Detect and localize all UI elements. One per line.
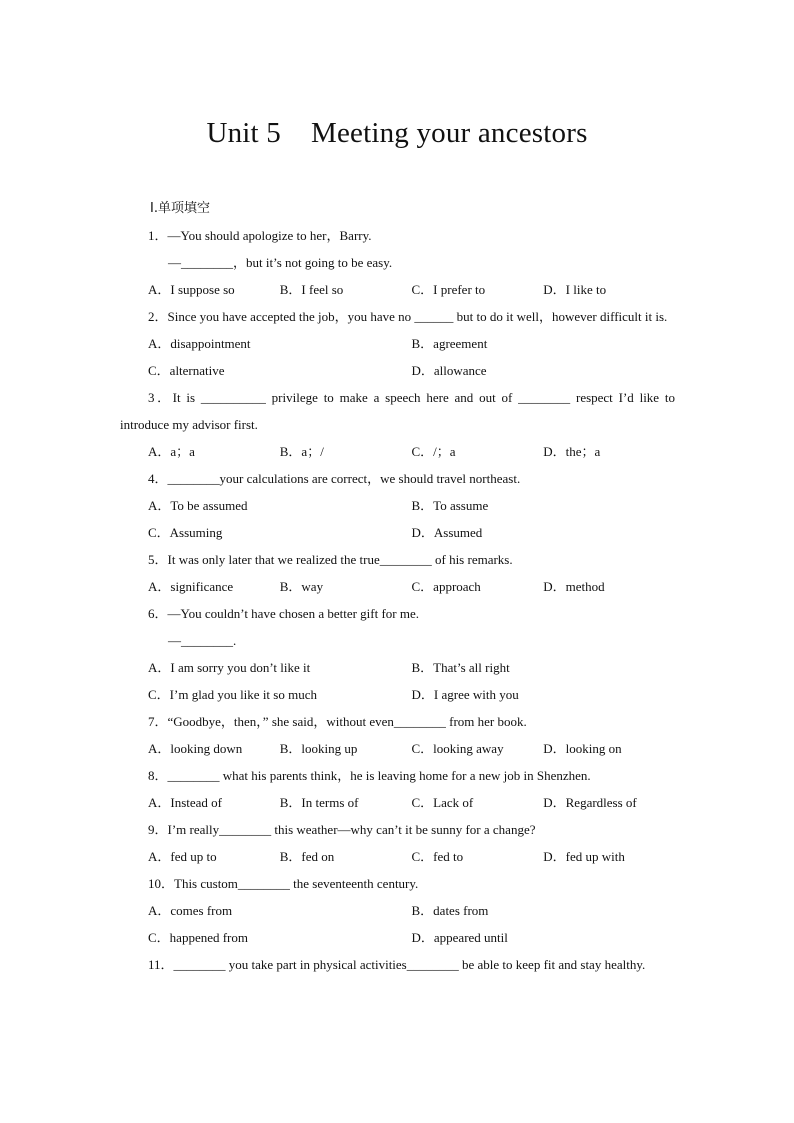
option-row — [120, 438, 675, 465]
option: C．Lack of — [411, 795, 474, 810]
option: A．comes from — [148, 903, 233, 918]
option: A．To be assumed — [148, 498, 248, 513]
question-stem: 10．This custom________ the seventeenth century. — [148, 876, 419, 891]
question-stem: 7．“Goodbye，then，” she said，without even________ from her book. — [148, 714, 527, 729]
option-row — [120, 357, 675, 384]
option-row — [120, 897, 675, 924]
option-row — [120, 789, 675, 816]
option-row — [120, 519, 675, 546]
option: C．alternative — [148, 363, 225, 378]
option: B．dates from — [411, 903, 489, 918]
question-text: 11．________ you take part in physical activities________ be able to keep fit and stay healthy. — [148, 957, 646, 972]
option-row — [120, 924, 675, 951]
option: D．I like to — [543, 282, 607, 297]
option: B．In terms of — [279, 795, 359, 810]
option: C．/；a — [411, 444, 456, 459]
option: B．agreement — [411, 336, 488, 351]
option: A．I am sorry you don’t like it — [148, 660, 311, 675]
option: B．fed on — [279, 849, 335, 864]
question-reply: —________，but it’s not going to be easy. — [168, 255, 393, 270]
title-unit: Unit 5 — [206, 117, 281, 149]
option: C．happened from — [148, 930, 249, 945]
option: D．Assumed — [411, 525, 483, 540]
option: A．I suppose so — [148, 282, 235, 297]
section-heading: Ⅰ.单项填空 — [150, 201, 210, 216]
question-stem: 4．________your calculations are correct，we should travel northeast. — [148, 471, 521, 486]
page-title — [0, 117, 794, 150]
option: C．fed to — [411, 849, 464, 864]
option: D．appeared until — [411, 930, 508, 945]
option: D．looking on — [543, 741, 622, 756]
option-row — [120, 573, 675, 600]
option: B．That’s all right — [411, 660, 510, 675]
option-row — [120, 681, 675, 708]
option: D．allowance — [411, 363, 487, 378]
option: A．fed up to — [148, 849, 217, 864]
question-text: 2．Since you have accepted the job，you have no ______ but to do it well，however difficult it is. — [148, 309, 668, 324]
option-row — [120, 843, 675, 870]
option: C．approach — [411, 579, 481, 594]
title-text: Meeting your ancestors — [310, 117, 588, 149]
option: D．I agree with you — [411, 687, 519, 702]
option: D．Regardless of — [543, 795, 637, 810]
option-row — [120, 276, 675, 303]
option: C．I prefer to — [411, 282, 486, 297]
option: B．way — [279, 579, 324, 594]
option: B．a；/ — [279, 444, 324, 459]
option: A．disappointment — [148, 336, 251, 351]
question-stem: 6．—You couldn’t have chosen a better gift for me. — [148, 606, 420, 621]
option: A．a；a — [148, 444, 195, 459]
question-stem — [120, 384, 675, 438]
option: A．significance — [148, 579, 234, 594]
option: A．looking down — [148, 741, 243, 756]
option: C．Assuming — [148, 525, 223, 540]
question-stem: 8．________ what his parents think，he is leaving home for a new job in Shenzhen. — [148, 768, 591, 783]
option: B．looking up — [279, 741, 358, 756]
question-stem: 5．It was only later that we realized the true________ of his remarks. — [148, 552, 513, 567]
question-list — [120, 222, 675, 978]
question-stem: 1．—You should apologize to her，Barry. — [148, 228, 372, 243]
option-row — [120, 735, 675, 762]
question-stem — [120, 951, 675, 978]
option: D．the；a — [543, 444, 601, 459]
option: A．Instead of — [148, 795, 223, 810]
option-row — [120, 330, 675, 357]
option: C．looking away — [411, 741, 504, 756]
option: D．fed up with — [543, 849, 625, 864]
option: D．method — [543, 579, 605, 594]
question-reply: —________. — [168, 633, 237, 648]
question-stem: 9．I’m really________ this weather—why can’t it be sunny for a change? — [148, 822, 536, 837]
option: C．I’m glad you like it so much — [148, 687, 317, 702]
question-text: 3．It is __________ privilege to make a speech here and out of ________ respect I’d like to introduce my advisor first. — [120, 390, 675, 432]
option-row — [120, 654, 675, 681]
question-stem — [120, 303, 675, 330]
option: B．To assume — [411, 498, 489, 513]
option-row — [120, 492, 675, 519]
option: B．I feel so — [279, 282, 344, 297]
